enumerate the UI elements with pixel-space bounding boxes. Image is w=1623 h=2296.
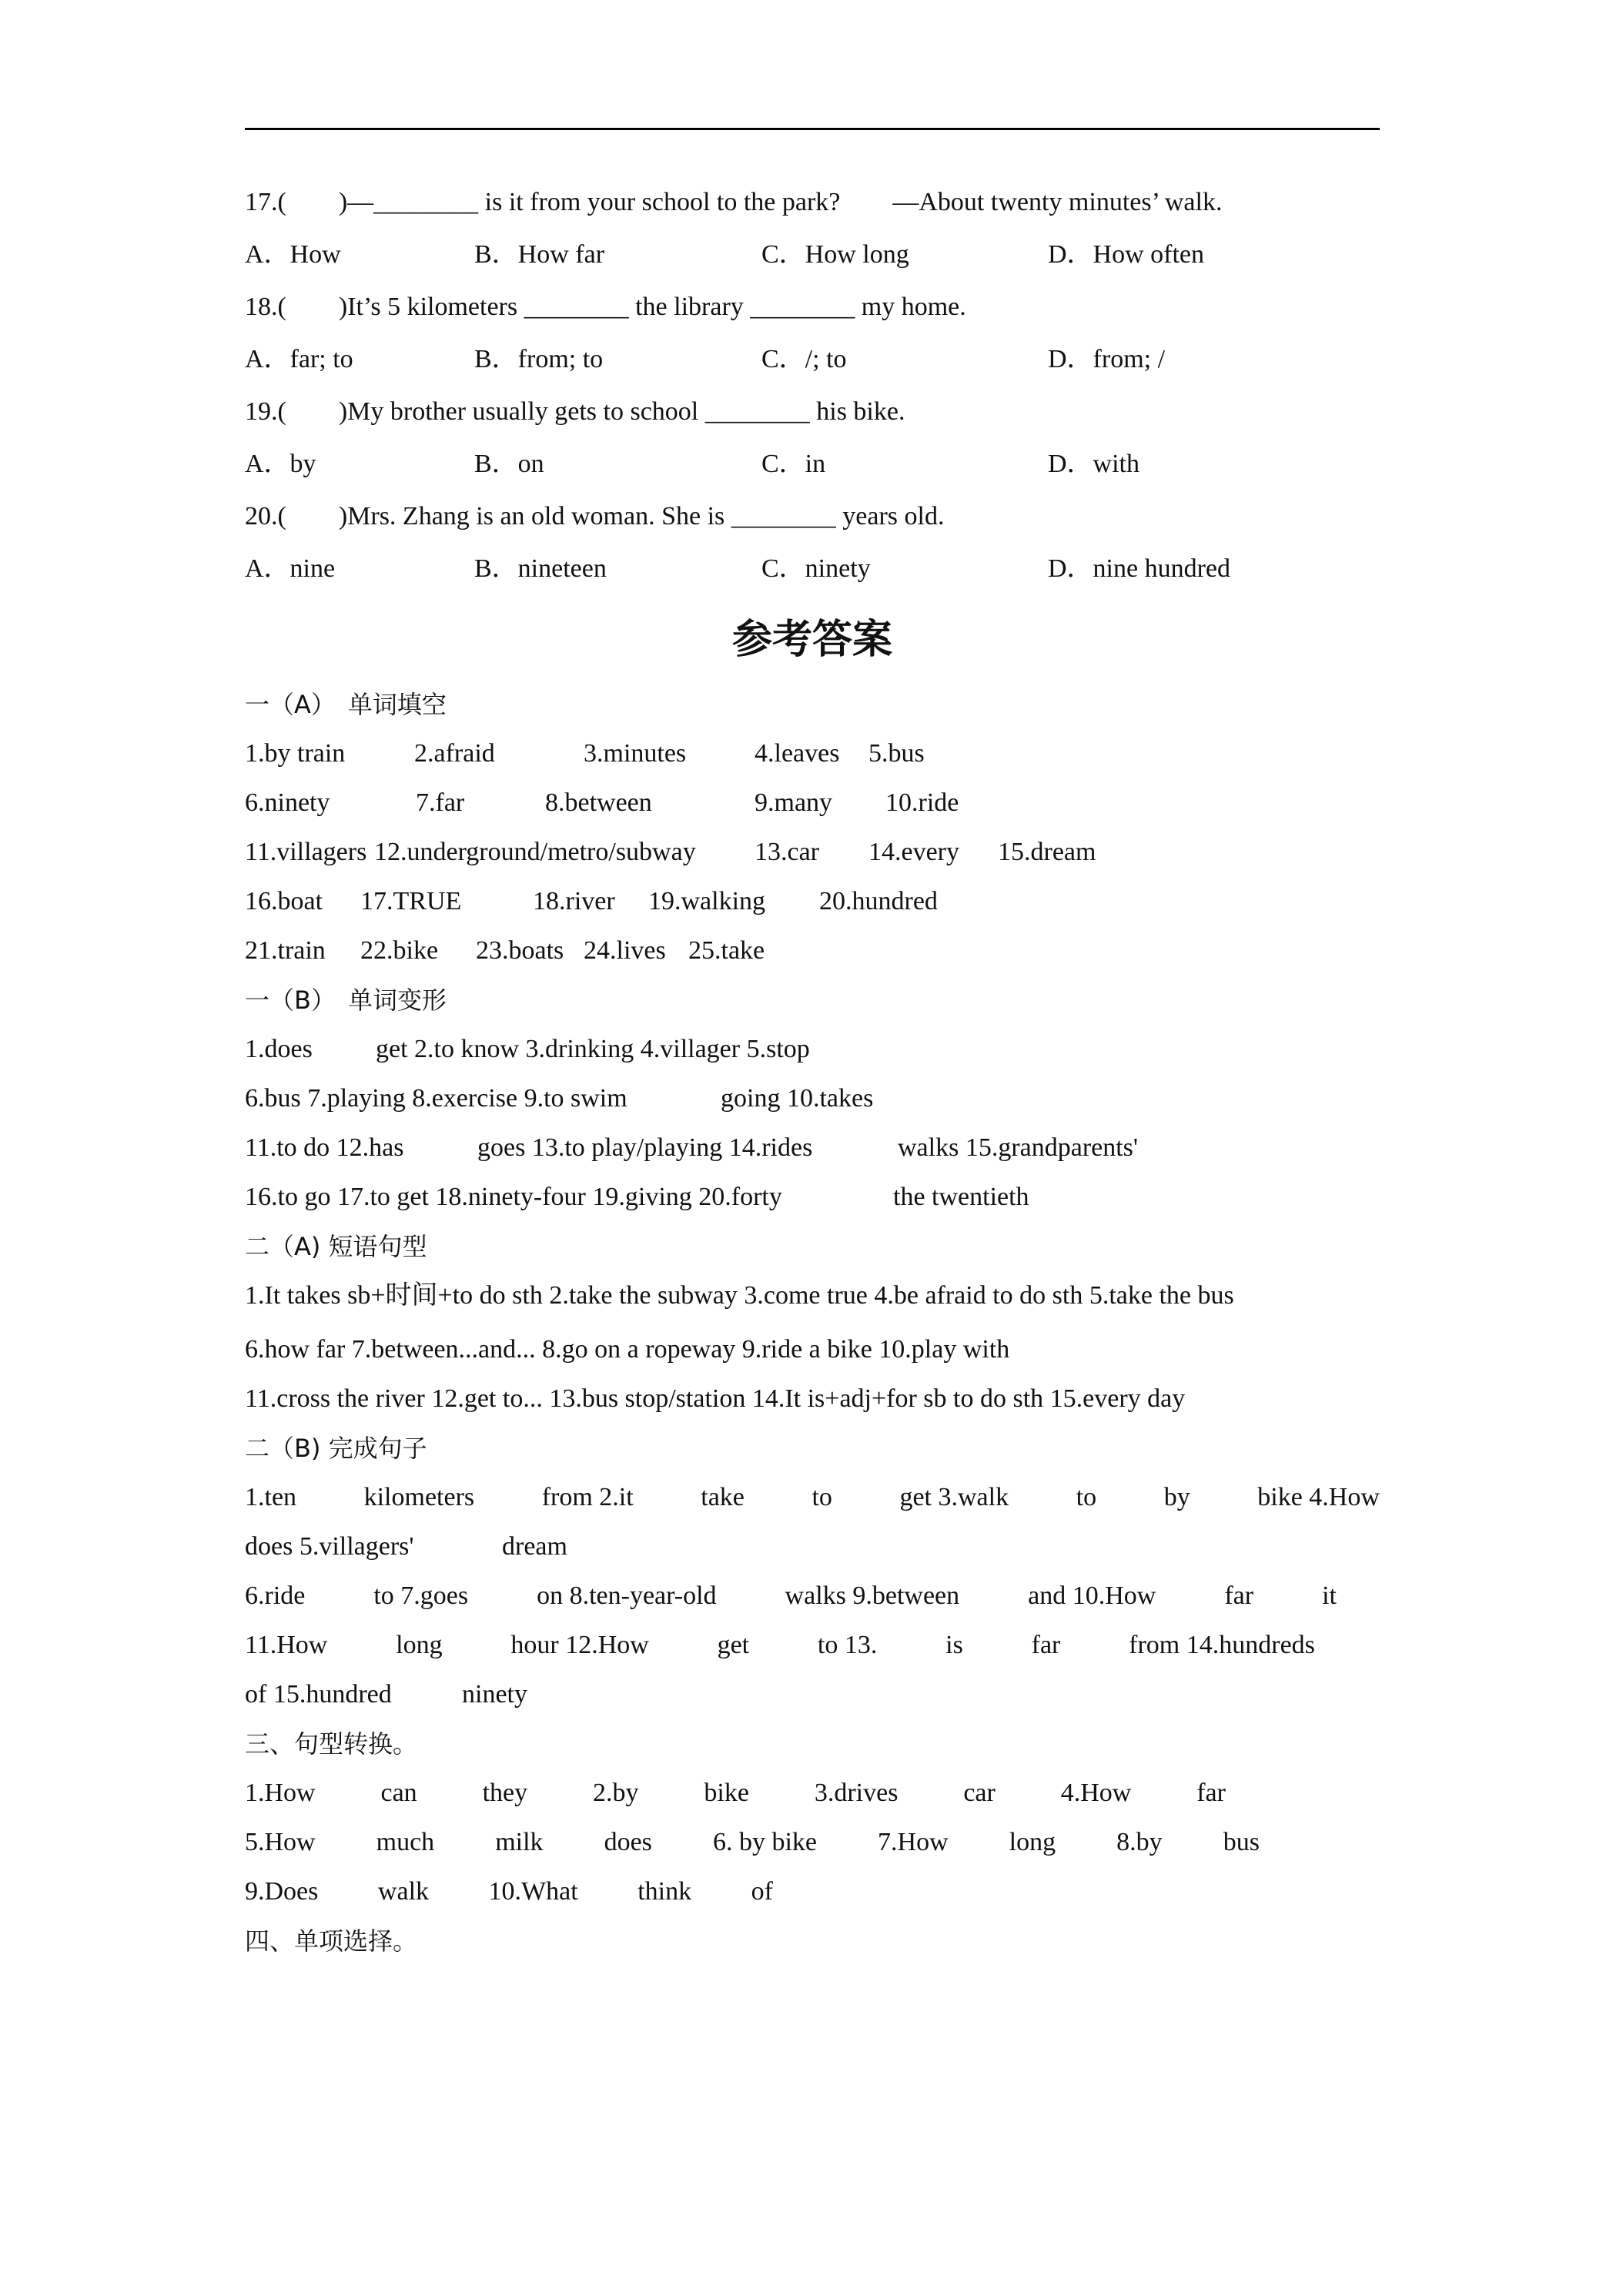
answer-item: 2.by [593, 1779, 639, 1807]
answer-item: 10.What [488, 1877, 578, 1906]
answer-line: 6.how far 7.between...and... 8.go on a ropeway 9.ride a bike 10.play with [245, 1335, 1010, 1364]
options-row [245, 450, 1380, 478]
option-b: B．How far [474, 240, 605, 269]
answer-item: of [751, 1877, 773, 1906]
answer-item: to [812, 1483, 832, 1511]
answer-line [245, 1632, 1315, 1659]
answer-item: it [1322, 1581, 1337, 1610]
section-heading: 二（A) 短语句型 [245, 1232, 427, 1261]
options-row [245, 555, 1380, 583]
answer-item: get 3.walk [899, 1483, 1009, 1511]
answer-item: going 10.takes [721, 1084, 874, 1113]
answer-item: milk [495, 1828, 544, 1856]
answer-item: 25.take [688, 936, 765, 965]
options-row [245, 346, 1380, 373]
option-c: C．ninety [761, 554, 871, 583]
answer-line [245, 1134, 1380, 1162]
answer-item: 11.villagers [245, 838, 367, 866]
answer-item: to 7.goes [373, 1581, 469, 1610]
question-stem: 17.( )—________ is it from your school to the park? —About twenty minutes’ walk. [245, 188, 1223, 216]
answer-item: by [1163, 1483, 1190, 1511]
option-a: A．How [245, 240, 341, 269]
question-17 [245, 189, 1380, 269]
answer-item: 17.TRUE [360, 887, 462, 915]
option-a: A．by [245, 450, 316, 478]
option-b: B．from; to [474, 345, 604, 373]
answer-item: bike [704, 1779, 749, 1807]
answer-line [245, 888, 1380, 915]
question-20 [245, 503, 1380, 583]
answer-item: 9.Does [245, 1877, 319, 1906]
answer-item: 20.hundred [819, 887, 938, 915]
answer-line [245, 1681, 1380, 1709]
answer-line [245, 1878, 773, 1906]
answer-item: 11.How [245, 1631, 328, 1659]
answer-item: bike 4.How [1257, 1483, 1380, 1511]
answer-line [245, 789, 1380, 817]
answer-item: 13.car [755, 838, 820, 866]
answer-item: 23.boats [476, 936, 564, 965]
answer-item: 16.to go 17.to get 18.ninety-four 19.giving 20.forty [245, 1183, 782, 1211]
answer-item: 2.afraid [414, 739, 495, 768]
answer-item: car [963, 1779, 996, 1807]
header-rule [245, 128, 1380, 130]
answer-line [245, 1779, 1226, 1807]
answer-item: is [945, 1631, 963, 1659]
document-page [245, 189, 1380, 1976]
answer-line [245, 1829, 1260, 1856]
answer-line [245, 1484, 1380, 1511]
answer-item: 9.many [755, 788, 833, 817]
answer-item: can [380, 1779, 417, 1807]
option-a: A．nine [245, 554, 336, 583]
answer-item: dream [502, 1532, 567, 1561]
answer-item: to 13. [817, 1631, 878, 1659]
answer-item: 3.minutes [584, 739, 687, 768]
answer-item: from 14.hundreds [1129, 1631, 1315, 1659]
section-heading: 四、单项选择。 [245, 1926, 418, 1956]
answer-item: 4.How [1060, 1779, 1132, 1807]
question-18 [245, 293, 1380, 373]
answer-item: walks 15.grandparents' [898, 1133, 1139, 1162]
option-b: B．nineteen [474, 554, 607, 583]
answer-line: 11.cross the river 12.get to... 13.bus stop/station 14.It is+adj+for sb to do sth 15.every day [245, 1384, 1186, 1413]
answer-item: 14.every [868, 838, 960, 866]
answer-item: 6.ride [245, 1581, 306, 1610]
answer-item: 7.far [416, 788, 465, 817]
answer-item: walk [377, 1877, 430, 1906]
answer-item: far [1031, 1631, 1061, 1659]
answer-item: 21.train [245, 936, 326, 965]
answer-item: 1.does [245, 1035, 313, 1063]
question-stem: 19.( )My brother usually gets to school ________ his bike. [245, 397, 905, 426]
answer-item: of 15.hundred [245, 1680, 392, 1709]
section-heading: 三、句型转换。 [245, 1729, 418, 1759]
answer-item: long [396, 1631, 443, 1659]
section-heading: 一（A） 单词填空 [245, 690, 447, 719]
answer-item: they [482, 1779, 528, 1807]
answer-item: 8.between [545, 788, 652, 817]
answer-item: 11.to do 12.has [245, 1133, 404, 1162]
answer-item: get [717, 1631, 750, 1659]
option-d: D．How often [1048, 240, 1205, 269]
answer-item: 19.walking [648, 887, 766, 915]
answer-line [245, 1036, 1380, 1063]
answer-line [245, 740, 1380, 768]
answer-item: think [637, 1877, 692, 1906]
answer-item: 6.bus 7.playing 8.exercise 9.to swim [245, 1084, 627, 1113]
answer-item: get 2.to know 3.drinking 4.villager 5.stop [376, 1035, 810, 1063]
answer-item: 5.bus [868, 739, 925, 768]
option-d: D．with [1048, 450, 1139, 478]
answer-item: 24.lives [584, 936, 666, 965]
answer-line [245, 1183, 1380, 1211]
answer-item: long [1009, 1828, 1056, 1856]
answer-item: 1.How [245, 1779, 316, 1807]
answer-line [245, 838, 1380, 866]
answer-line [245, 1533, 1380, 1561]
answer-item: ninety [462, 1680, 527, 1709]
answer-item: much [376, 1828, 435, 1856]
option-a: A．far; to [245, 345, 353, 373]
answer-item: to [1076, 1483, 1097, 1511]
question-19 [245, 398, 1380, 478]
answer-item: 1.by train [245, 739, 346, 768]
section-heading: 一（B） 单词变形 [245, 986, 447, 1015]
answer-item: does [604, 1828, 652, 1856]
answer-item: from 2.it [541, 1483, 634, 1511]
answer-item: bus [1223, 1828, 1260, 1856]
answer-item: walks 9.between [785, 1581, 960, 1610]
answer-item: goes 13.to play/playing 14.rides [477, 1133, 813, 1162]
answer-item: take [701, 1483, 745, 1511]
answer-item: far [1196, 1779, 1226, 1807]
answer-item: kilometers [363, 1483, 475, 1511]
answer-item: 6. by bike [712, 1828, 817, 1856]
answer-item: 18.river [533, 887, 615, 915]
option-c: C．How long [761, 240, 909, 269]
section-heading: 二（B) 完成句子 [245, 1434, 427, 1463]
answer-item: 16.boat [245, 887, 323, 915]
answer-item: 22.bike [360, 936, 439, 965]
question-stem: 20.( )Mrs. Zhang is an old woman. She is ________ years old. [245, 502, 945, 530]
answer-item: and 10.How [1028, 1581, 1156, 1610]
answer-item: 10.ride [885, 788, 959, 817]
option-d: D．nine hundred [1048, 554, 1231, 583]
answer-item: 15.dream [998, 838, 1096, 866]
answer-item: the twentieth [893, 1183, 1029, 1211]
answer-item: 6.ninety [245, 788, 330, 817]
answer-line [245, 937, 1380, 965]
answer-item: 12.underground/metro/subway [374, 838, 696, 866]
answer-item: 1.ten [245, 1483, 297, 1511]
options-row [245, 241, 1380, 269]
option-c: C．/; to [761, 345, 847, 373]
option-d: D．from; / [1048, 345, 1166, 373]
question-stem: 18.( )It’s 5 kilometers ________ the library ________ my home. [245, 293, 966, 321]
answer-item: does 5.villagers' [245, 1532, 414, 1561]
option-c: C．in [761, 450, 826, 478]
answer-item: on 8.ten-year-old [537, 1581, 717, 1610]
answer-item: 5.How [245, 1828, 316, 1856]
answer-item: 8.by [1116, 1828, 1163, 1856]
answer-item: 4.leaves [755, 739, 840, 768]
answer-line [245, 1582, 1337, 1610]
option-b: B．on [474, 450, 544, 478]
answer-item: hour 12.How [510, 1631, 649, 1659]
answer-line: 1.It takes sb+时间+to do sth 2.take the subway 3.come true 4.be afraid to do sth 5.take the bus [245, 1281, 1234, 1310]
answer-item: far [1224, 1581, 1254, 1610]
answers-title: 参考答案 [731, 617, 892, 663]
answer-item: 3.drives [814, 1779, 899, 1807]
answer-item: 7.How [878, 1828, 949, 1856]
answer-line [245, 1085, 1380, 1113]
